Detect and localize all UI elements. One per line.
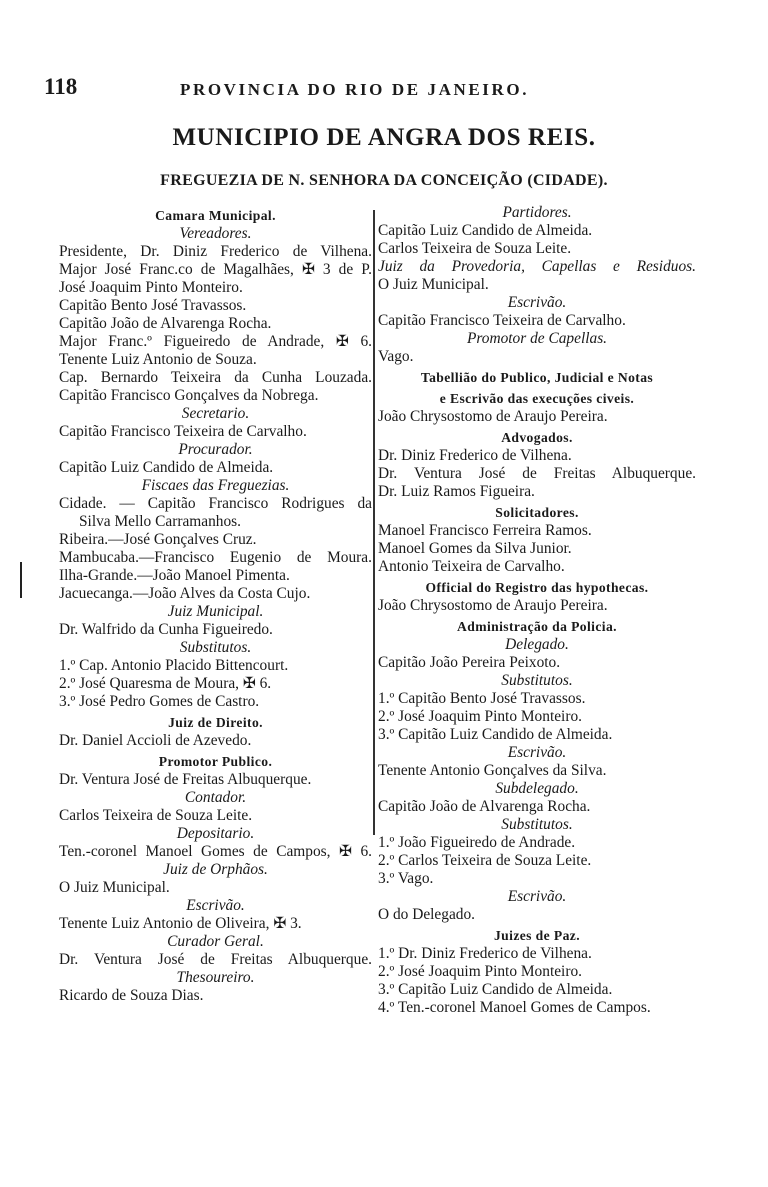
entry-line: Tenente Antonio Gonçalves da Silva. bbox=[378, 762, 607, 779]
entry-line: 3.º Vago. bbox=[378, 870, 434, 887]
entry-line: Dr. Daniel Accioli de Azevedo. bbox=[59, 732, 252, 749]
entry-line: Mambucaba.—Francisco Eugenio de Moura. bbox=[59, 549, 372, 566]
entry-line: Dr. Ventura José de Freitas Albuquerque. bbox=[59, 951, 372, 968]
entry-line: O Juiz Municipal. bbox=[378, 276, 489, 293]
office-subheading: Secretario. bbox=[181, 405, 250, 422]
margin-mark bbox=[20, 562, 22, 598]
section-heading: Official do Registro das hypothecas. bbox=[425, 580, 649, 595]
office-subheading: Juiz Municipal. bbox=[167, 603, 264, 620]
parish-subtitle: FREGUEZIA DE N. SENHORA DA CONCEIÇÃO (CIDADE). bbox=[160, 172, 608, 189]
entry-line: Dr. Diniz Frederico de Vilhena. bbox=[378, 447, 572, 464]
section-heading: Promotor Publico. bbox=[158, 754, 273, 769]
entry-line: Jacuecanga.—João Alves da Costa Cujo. bbox=[59, 585, 311, 602]
section-heading: Tabellião do Publico, Judicial e Notas bbox=[420, 370, 654, 385]
entry-line: Ten.-coronel Manoel Gomes de Campos, ✠ 6. bbox=[59, 843, 372, 860]
entry-line: 4.º Ten.-coronel Manoel Gomes de Campos. bbox=[378, 999, 651, 1016]
office-subheading: Escrivão. bbox=[507, 294, 567, 311]
office-subheading: Escrivão. bbox=[507, 744, 567, 761]
entry-line: Capitão Luiz Candido de Almeida. bbox=[378, 222, 593, 239]
entry-line: 1.º Cap. Antonio Placido Bittencourt. bbox=[59, 657, 289, 674]
office-subheading: Delegado. bbox=[505, 636, 569, 653]
entry-line: José Joaquim Pinto Monteiro. bbox=[59, 279, 243, 296]
section-heading: Juiz de Direito. bbox=[168, 715, 263, 730]
office-subheading: Substitutos. bbox=[501, 672, 573, 689]
office-subheading: Escrivão. bbox=[507, 888, 567, 905]
entry-line: Capitão João Pereira Peixoto. bbox=[378, 654, 561, 671]
entry-line: Antonio Teixeira de Carvalho. bbox=[378, 558, 565, 575]
entry-line: Dr. Walfrido da Cunha Figueiredo. bbox=[59, 621, 273, 638]
office-subheading: Substitutos. bbox=[179, 639, 252, 656]
entry-line: Major José Franc.co de Magalhães, ✠ 3 de P. bbox=[59, 261, 372, 278]
office-subheading: Procurador. bbox=[178, 441, 253, 458]
entry-line: Capitão Luiz Candido de Almeida. bbox=[59, 459, 274, 476]
entry-line: Cap. Bernardo Teixeira da Cunha Louzada. bbox=[59, 369, 372, 386]
office-subheading: Depositario. bbox=[176, 825, 255, 842]
entry-line: Major Franc.º Figueiredo de Andrade, ✠ 6. bbox=[59, 333, 372, 350]
entry-line: 1.º João Figueiredo de Andrade. bbox=[378, 834, 576, 851]
page-title: MUNICIPIO DE ANGRA DOS REIS. bbox=[172, 124, 596, 151]
column-divider bbox=[373, 210, 375, 835]
office-subheading: Fiscaes das Freguezias. bbox=[141, 477, 290, 494]
section-heading: e Escrivão das execuções civeis. bbox=[439, 391, 635, 406]
entry-line: 1.º Capitão Bento José Travassos. bbox=[378, 690, 586, 707]
entry-line: 2.º Carlos Teixeira de Souza Leite. bbox=[378, 852, 592, 869]
entry-line: Ilha-Grande.—João Manoel Pimenta. bbox=[59, 567, 290, 584]
entry-line: 2.º José Quaresma de Moura, ✠ 6. bbox=[59, 675, 272, 692]
entry-line: João Chrysostomo de Araujo Pereira. bbox=[378, 408, 608, 425]
entry-line: Manoel Francisco Ferreira Ramos. bbox=[378, 522, 592, 539]
section-heading: Advogados. bbox=[501, 430, 573, 445]
office-subheading: Substitutos. bbox=[501, 816, 573, 833]
right-column bbox=[378, 204, 696, 1017]
office-subheading: Curador Geral. bbox=[167, 933, 264, 950]
office-subheading: Thesoureiro. bbox=[176, 969, 255, 986]
office-subheading: Vereadores. bbox=[179, 225, 252, 242]
entry-line: Silva Mello Carramanhos. bbox=[79, 513, 241, 530]
entry-line: Tenente Luiz Antonio de Oliveira, ✠ 3. bbox=[59, 915, 302, 932]
entry-line: 3.º Capitão Luiz Candido de Almeida. bbox=[378, 981, 613, 998]
entry-line: O do Delegado. bbox=[378, 906, 476, 923]
entry-line: Carlos Teixeira de Souza Leite. bbox=[59, 807, 253, 824]
office-subheading: Juiz da Provedoria, Capellas e Residuos. bbox=[378, 258, 696, 275]
office-subheading: Contador. bbox=[184, 789, 247, 806]
office-subheading: Escrivão. bbox=[186, 897, 245, 914]
entry-line: Presidente, Dr. Diniz Frederico de Vilhena. bbox=[59, 243, 372, 260]
entry-line: Capitão João de Alvarenga Rocha. bbox=[378, 798, 591, 815]
entry-line: Ribeira.—José Gonçalves Cruz. bbox=[59, 531, 257, 548]
entry-line: Carlos Teixeira de Souza Leite. bbox=[378, 240, 572, 257]
entry-line: 1.º Dr. Diniz Frederico de Vilhena. bbox=[378, 945, 592, 962]
entry-line: Dr. Ventura José de Freitas Albuquerque. bbox=[59, 771, 312, 788]
office-subheading: Partidores. bbox=[502, 204, 572, 221]
office-subheading: Subdelegado. bbox=[495, 780, 579, 797]
entry-line: O Juiz Municipal. bbox=[59, 879, 170, 896]
entry-line: Capitão Francisco Teixeira de Carvalho. bbox=[378, 312, 626, 329]
entry-line: Dr. Ventura José de Freitas Albuquerque. bbox=[378, 465, 696, 482]
section-heading: Juizes de Paz. bbox=[493, 928, 580, 943]
section-heading: Camara Municipal. bbox=[155, 208, 276, 223]
entry-line: João Chrysostomo de Araujo Pereira. bbox=[378, 597, 608, 614]
entry-line: 2.º José Joaquim Pinto Monteiro. bbox=[378, 963, 582, 980]
section-heading: Solicitadores. bbox=[495, 505, 579, 520]
running-head: PROVINCIA DO RIO DE JANEIRO. bbox=[180, 80, 530, 99]
left-column bbox=[59, 204, 372, 1005]
entry-line: Capitão Francisco Gonçalves da Nobrega. bbox=[59, 387, 319, 404]
entry-line: Dr. Luiz Ramos Figueira. bbox=[378, 483, 535, 500]
section-heading: Administração da Policia. bbox=[457, 619, 617, 634]
entry-line: Capitão Bento José Travassos. bbox=[59, 297, 247, 314]
entry-line: Tenente Luiz Antonio de Souza. bbox=[59, 351, 257, 368]
office-subheading: Promotor de Capellas. bbox=[466, 330, 608, 347]
entry-line: Manoel Gomes da Silva Junior. bbox=[378, 540, 572, 557]
entry-line: Vago. bbox=[378, 348, 414, 365]
office-subheading: Juiz de Orphãos. bbox=[163, 861, 268, 878]
entry-line: Capitão Francisco Teixeira de Carvalho. bbox=[59, 423, 307, 440]
entry-line: Cidade. — Capitão Francisco Rodrigues da bbox=[59, 495, 372, 512]
page-number: 118 bbox=[44, 74, 78, 99]
entry-line: Ricardo de Souza Dias. bbox=[59, 987, 204, 1004]
entry-line: 3.º José Pedro Gomes de Castro. bbox=[59, 693, 260, 710]
entry-line: 2.º José Joaquim Pinto Monteiro. bbox=[378, 708, 582, 725]
entry-line: Capitão João de Alvarenga Rocha. bbox=[59, 315, 272, 332]
entry-line: 3.º Capitão Luiz Candido de Almeida. bbox=[378, 726, 613, 743]
